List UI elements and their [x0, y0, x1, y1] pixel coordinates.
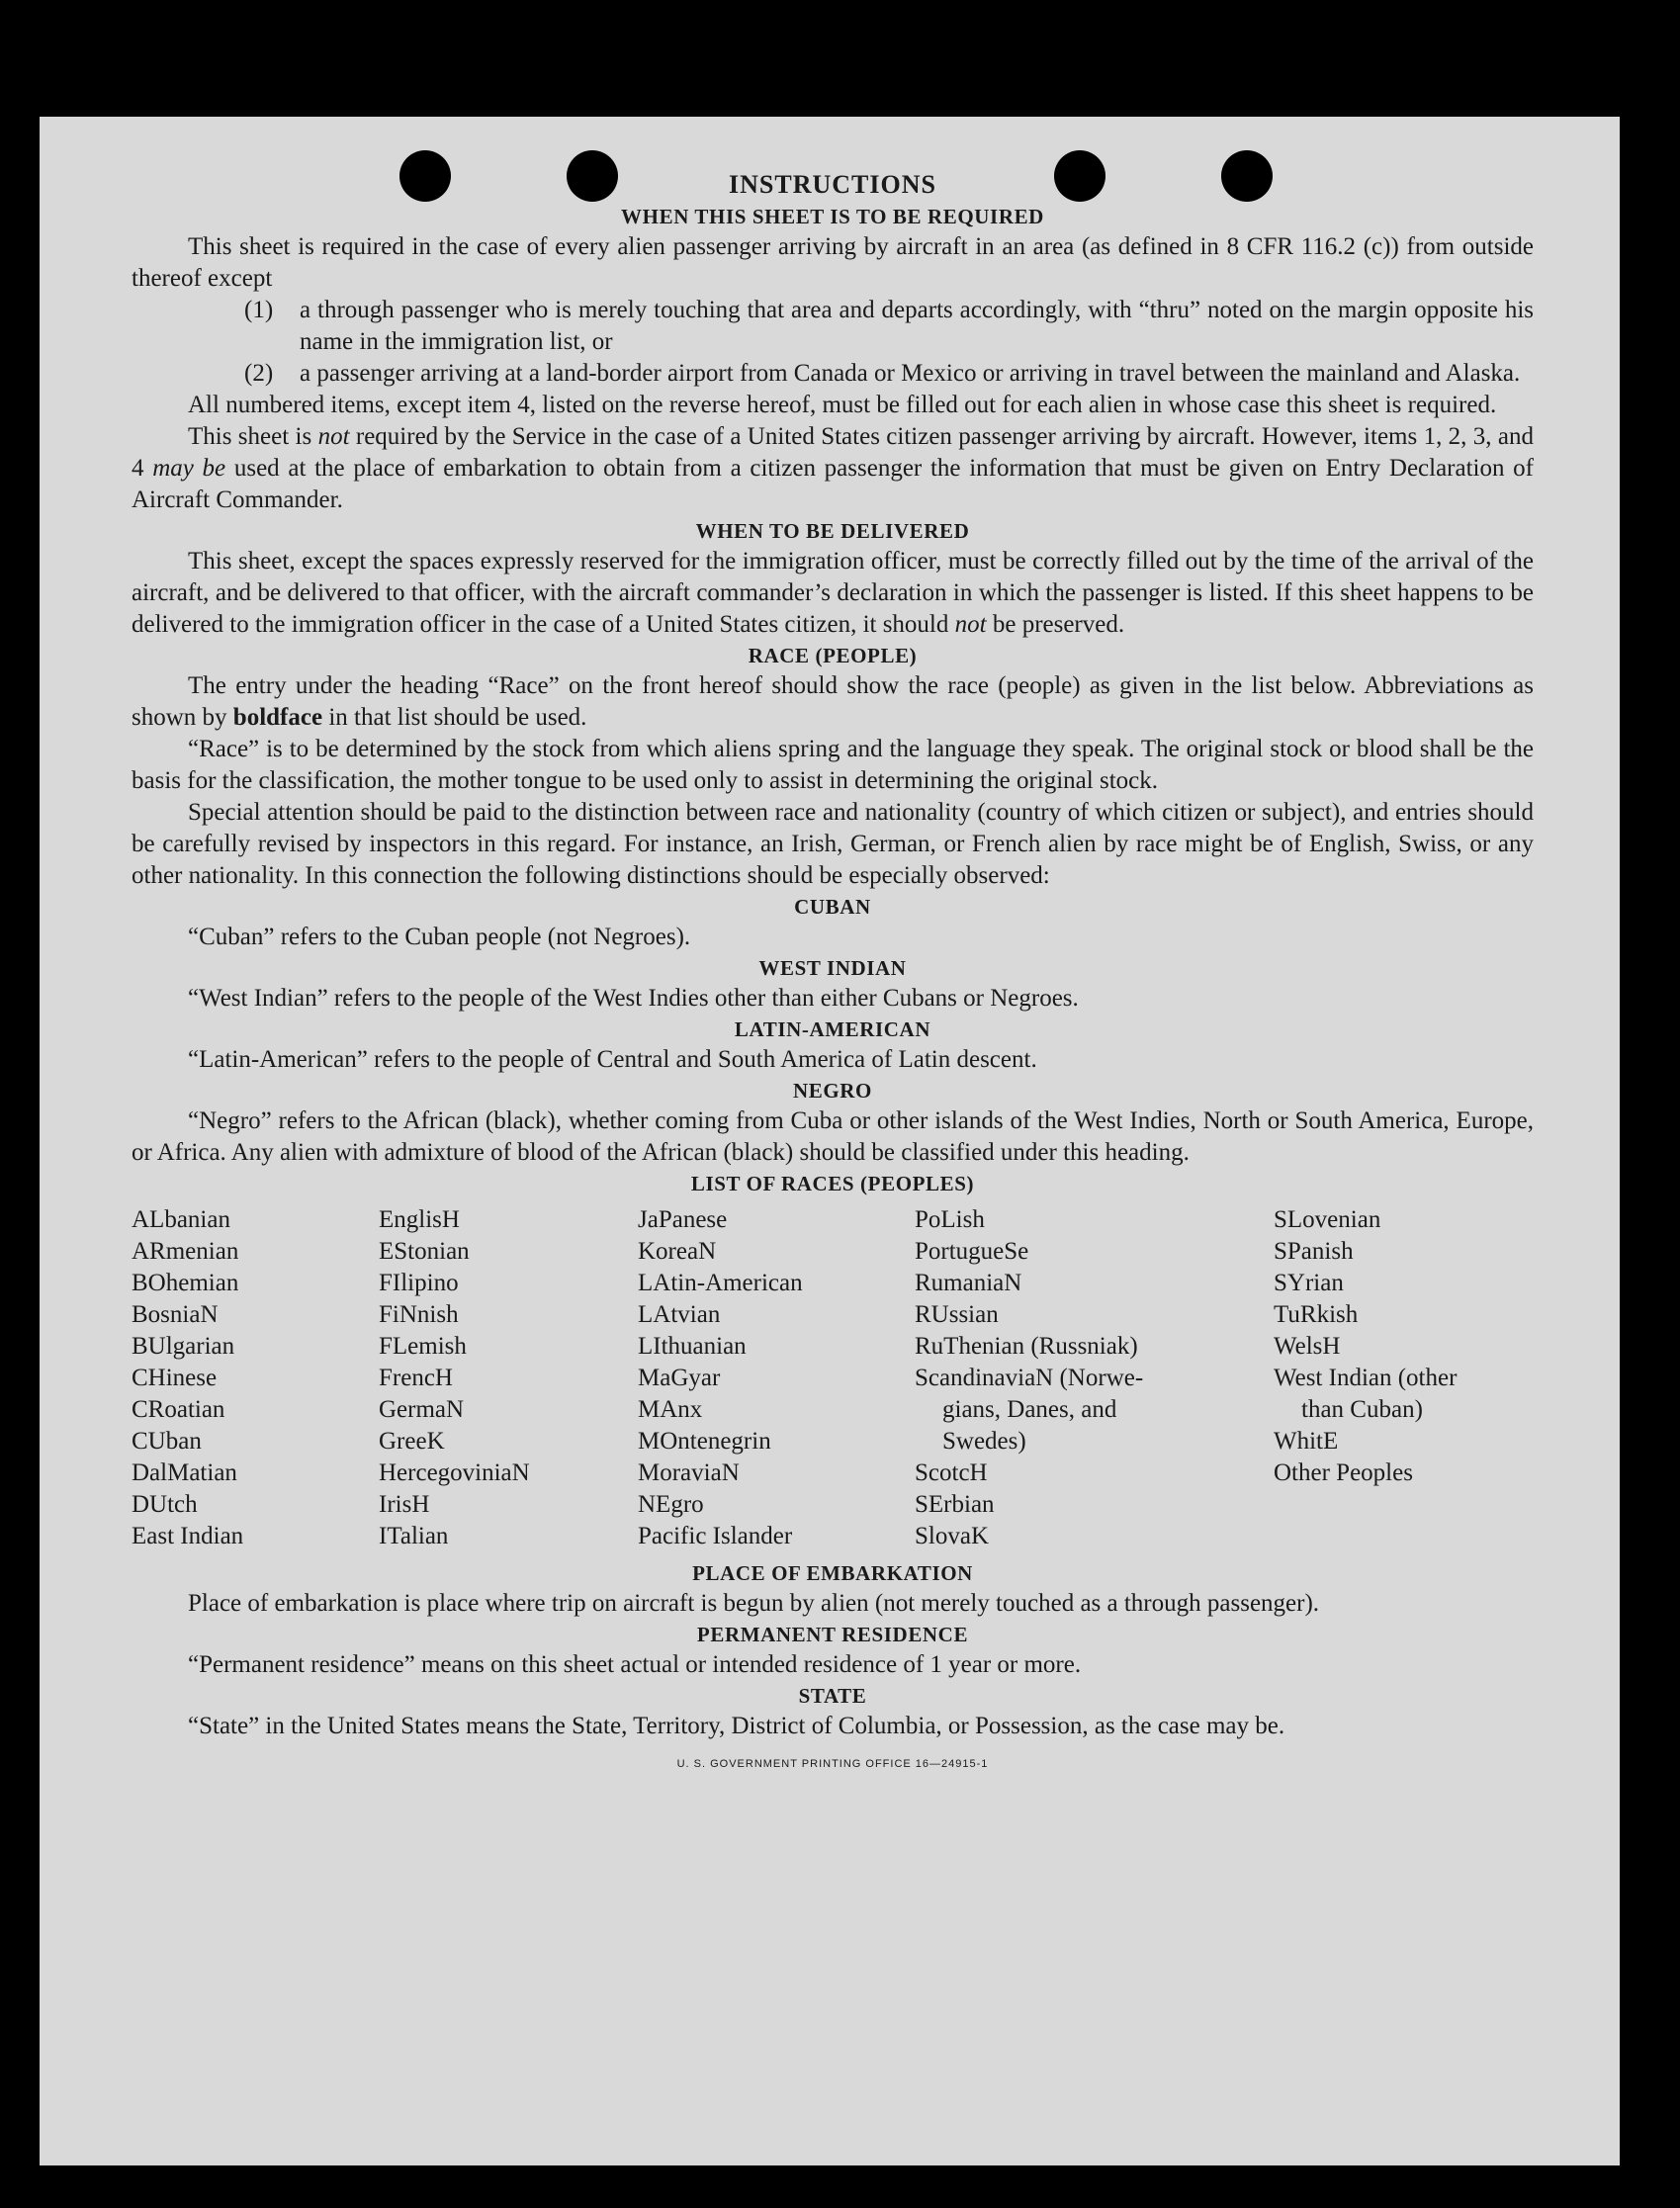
race-entry: HercegoviniaN: [379, 1459, 530, 1486]
race-entry: East Indian: [132, 1523, 244, 1549]
section-heading-required: WHEN THIS SHEET IS TO BE REQUIRED: [621, 205, 1044, 228]
race-entry: SlovaK: [915, 1523, 989, 1549]
paragraph: This sheet is not required by the Service in the case of a United States citizen passenger arriving by aircraft. However, items 1, 2, 3, and 4 may be used at the place of embarkation to obtain from a citizen passenger the information that must be given on Entry Declaration of Aircraft Commander.: [132, 423, 1535, 513]
paragraph: “Race” is to be determined by the stock from which aliens spring and the language they speak. The original stock or blood shall be the basis for the classification, the mother tongue to be used only to assist in determining the original stock.: [132, 736, 1534, 794]
race-entry: BUlgarian: [132, 1333, 235, 1360]
race-entry: ALbanian: [132, 1206, 230, 1233]
race-entry: SErbian: [915, 1491, 995, 1518]
paragraph: “Negro” refers to the African (black), whether coming from Cuba or other islands of the West Indies, North or South America, Europe, or Africa. Any alien with admixture of blood of the African (black) should be classified under this heading.: [132, 1107, 1534, 1166]
list-item: [244, 295, 1534, 358]
race-entry: MaGyar: [638, 1365, 721, 1391]
race-entry: DalMatian: [132, 1459, 237, 1486]
race-entry: FIlipino: [379, 1270, 459, 1296]
race-entry: JaPanese: [638, 1206, 728, 1233]
race-entry: GreeK: [379, 1428, 445, 1455]
page-title: INSTRUCTIONS: [729, 170, 936, 199]
paragraph: “Permanent residence” means on this sheet actual or intended residence of 1 year or more.: [188, 1651, 1082, 1678]
printer-imprint: U. S. GOVERNMENT PRINTING OFFICE 16—24915-1: [676, 1758, 989, 1770]
race-entry: SYrian: [1274, 1270, 1344, 1296]
race-entry: LAtin-American: [638, 1270, 803, 1296]
race-entry: LIthuanian: [638, 1333, 747, 1360]
section-heading-races-list: LIST OF RACES (PEOPLES): [690, 1172, 975, 1195]
race-entry: WelsH: [1274, 1333, 1341, 1360]
race-entry: RuThenian (Russniak): [915, 1333, 1138, 1360]
race-entry: MoraviaN: [638, 1459, 740, 1486]
race-entry: DUtch: [132, 1491, 198, 1518]
race-entry: BOhemian: [132, 1270, 239, 1296]
race-entry: ScandinaviaN (Norwe-: [915, 1365, 1144, 1391]
paragraph: This sheet, except the spaces expressly reserved for the immigration officer, must be correctly filled out by the time of the arrival of the aircraft, and be delivered to that officer, with the aircraft commander’s declaration in which the passenger is listed. If this sheet happens to be delivered to the immigration officer in the case of a United States citizen, it should not be preserved.: [132, 548, 1534, 638]
race-entry: EStonian: [379, 1238, 470, 1265]
section-heading-race: RACE (PEOPLE): [748, 644, 918, 667]
document-body: [132, 168, 1534, 1780]
races-column: [132, 1204, 379, 1552]
race-entry: RumaniaN: [915, 1270, 1022, 1296]
race-entry: Other Peoples: [1274, 1459, 1413, 1486]
section-heading-latin-american: LATIN-AMERICAN: [734, 1017, 931, 1041]
race-entry: EnglisH: [379, 1206, 460, 1233]
race-entry: KoreaN: [638, 1238, 717, 1265]
race-entry: Swedes): [942, 1428, 1026, 1455]
race-entry: MOntenegrin: [638, 1428, 771, 1455]
races-column: [1274, 1204, 1521, 1552]
races-column: [379, 1204, 638, 1552]
race-entry: ARmenian: [132, 1238, 239, 1265]
document-sheet: [40, 117, 1620, 2165]
list-text: a passenger arriving at a land-border airport from Canada or Mexico or arriving in travel between the mainland and Alaska.: [300, 360, 1521, 387]
list-number: (1): [244, 297, 274, 323]
race-entry: WhitE: [1274, 1428, 1339, 1455]
list-text: a through passenger who is merely touching that area and departs accordingly, with “thru” noted on the margin opposite his name in the immigration list, or: [300, 297, 1534, 355]
race-entry: FiNnish: [379, 1301, 459, 1328]
race-entry: SPanish: [1274, 1238, 1354, 1265]
section-heading-west-indian: WEST INDIAN: [758, 956, 907, 980]
race-entry: SLovenian: [1274, 1206, 1381, 1233]
race-entry: GermaN: [379, 1396, 465, 1423]
race-entry: gians, Danes, and: [942, 1396, 1117, 1423]
race-entry: Pacific Islander: [638, 1523, 793, 1549]
paragraph: “West Indian” refers to the people of the West Indies other than either Cubans or Negroes.: [188, 985, 1079, 1012]
race-entry: BosniaN: [132, 1301, 219, 1328]
paragraph: “State” in the United States means the State, Territory, District of Columbia, or Possession, as the case may be.: [188, 1713, 1285, 1739]
race-entry: NEgro: [638, 1491, 704, 1518]
paragraph: Place of embarkation is place where trip on aircraft is begun by alien (not merely touched as a through passenger).: [188, 1590, 1320, 1617]
race-entry: FLemish: [379, 1333, 467, 1360]
race-entry: CUban: [132, 1428, 202, 1455]
paragraph: All numbered items, except item 4, listed on the reverse hereof, must be filled out for each alien in whose case this sheet is required.: [188, 392, 1497, 418]
section-heading-residence: PERMANENT RESIDENCE: [696, 1623, 969, 1646]
races-column: [915, 1204, 1274, 1552]
races-list: [132, 1204, 1534, 1552]
races-column: [638, 1204, 915, 1552]
section-heading-cuban: CUBAN: [794, 895, 871, 919]
race-entry: TuRkish: [1274, 1301, 1359, 1328]
list-number: (2): [244, 360, 274, 387]
race-entry: MAnx: [638, 1396, 703, 1423]
section-heading-state: STATE: [798, 1684, 867, 1708]
paragraph: “Latin-American” refers to the people of Central and South America of Latin descent.: [188, 1046, 1037, 1073]
race-entry: PoLish: [915, 1206, 985, 1233]
race-entry: CHinese: [132, 1365, 218, 1391]
race-entry: ITalian: [379, 1523, 449, 1549]
paragraph: “Cuban” refers to the Cuban people (not Negroes).: [188, 924, 691, 950]
paragraph: The entry under the heading “Race” on the front hereof should show the race (people) as given in the list below. Abbreviations as shown by boldface in that list should be used.: [132, 672, 1534, 731]
race-entry: than Cuban): [1301, 1396, 1423, 1423]
race-entry: FrencH: [379, 1365, 453, 1391]
list-item: [244, 358, 1534, 390]
paragraph: Special attention should be paid to the distinction between race and nationality (country of which citizen or subject), and entries should be carefully revised by inspectors in this regard. For instance, an Irish, German, or French alien by race might be of English, Swiss, or any other nationality. In this connection the following distinctions should be especially observed:: [132, 799, 1534, 889]
paragraph: This sheet is required in the case of every alien passenger arriving by aircraft in an area (as defined in 8 CFR 116.2 (c)) from outside thereof except: [132, 233, 1534, 292]
race-entry: CRoatian: [132, 1396, 225, 1423]
race-entry: PortugueSe: [915, 1238, 1029, 1265]
race-entry: ScotcH: [915, 1459, 988, 1486]
race-entry: LAtvian: [638, 1301, 721, 1328]
race-entry: West Indian (other: [1274, 1365, 1458, 1391]
race-entry: IrisH: [379, 1491, 430, 1518]
section-heading-delivered: WHEN TO BE DELIVERED: [695, 519, 970, 543]
section-heading-negro: NEGRO: [792, 1079, 872, 1103]
section-heading-embarkation: PLACE OF EMBARKATION: [692, 1561, 973, 1585]
race-entry: RUssian: [915, 1301, 999, 1328]
